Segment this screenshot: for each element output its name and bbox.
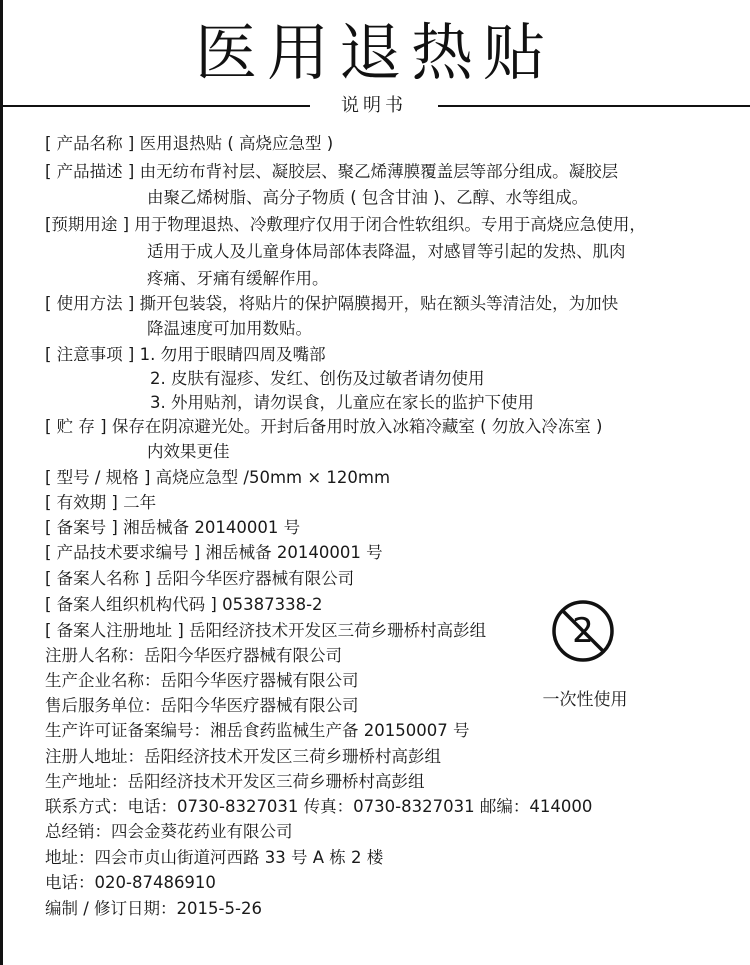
- product-description-line: [ 产品描述 ] 由无纺布背衬层、凝胶层、聚乙烯薄膜覆盖层等部分组成。凝胶层: [45, 162, 619, 181]
- phone-line: 电话：020-87486910: [45, 873, 216, 892]
- production-license-line: 生产许可证备案编号：湘岳食药监械生产备 20150007 号: [45, 721, 470, 740]
- filer-name-line: [ 备案人名称 ] 岳阳今华医疗器械有限公司: [45, 569, 355, 588]
- intended-use-line: [预期用途 ] 用于物理退热、冷敷理疗仅用于闭合性软组织。专用于高烧应急使用，: [45, 215, 646, 234]
- registrant-name-line: 注册人名称：岳阳今华医疗器械有限公司: [45, 646, 342, 665]
- left-border: [0, 0, 3, 965]
- precautions-line: 3. 外用贴剂，请勿误食，儿童应在家长的监护下使用: [150, 393, 534, 412]
- registrant-address-line: 注册人地址：岳阳经济技术开发区三荷乡珊桥村高彭组: [45, 747, 441, 766]
- product-name-line: [ 产品名称 ] 医用退热贴 ( 高烧应急型 ): [45, 134, 334, 153]
- precautions-line: [ 注意事项 ] 1. 勿用于眼睛四周及嘴部: [45, 345, 326, 364]
- filing-number-line: [ 备案号 ] 湘岳械备 20140001 号: [45, 518, 301, 537]
- product-title: 医用退热贴: [194, 16, 555, 89]
- usage-line: [ 使用方法 ] 撕开包装袋，将贴片的保护隔膜揭开，贴在额头等清洁处，为加快: [45, 294, 619, 313]
- precautions-line: 2. 皮肤有湿疹、发红、创伤及过敏者请勿使用: [150, 369, 485, 388]
- production-address-line: 生产地址：岳阳经济技术开发区三荷乡珊桥村高彭组: [45, 772, 425, 791]
- badge-symbol: 2: [572, 611, 594, 651]
- intended-use-line: 疼痛、牙痛有缓解作用。: [147, 269, 329, 288]
- validity-line: [ 有效期 ] 二年: [45, 493, 157, 512]
- manufacturer-line: 生产企业名称：岳阳今华医疗器械有限公司: [45, 671, 359, 690]
- after-sales-line: 售后服务单位：岳阳今华医疗器械有限公司: [45, 696, 359, 715]
- distributor-line: 总经销：四会金葵花药业有限公司: [45, 822, 293, 841]
- filer-address-line: [ 备案人注册地址 ] 岳阳经济技术开发区三荷乡珊桥村高彭组: [45, 621, 487, 640]
- intended-use-line: 适用于成人及儿童身体局部体表降温，对感冒等引起的发热、肌肉: [147, 242, 626, 261]
- address-line: 地址：四会市贞山街道河西路 33 号 A 栋 2 楼: [45, 848, 384, 867]
- usage-line: 降温速度可加用数贴。: [147, 319, 312, 338]
- storage-line: 内效果更佳: [147, 442, 230, 461]
- model-spec-line: [ 型号 / 规格 ] 高烧应急型 /50mm × 120mm: [45, 468, 391, 487]
- storage-line: [ 贮 存 ] 保存在阴凉避光处。开封后备用时放入冰箱冷藏室 ( 勿放入冷冻室 ): [45, 417, 603, 436]
- contact-line: 联系方式：电话：0730-8327031 传真：0730-8327031 邮编：414000: [45, 797, 593, 816]
- do-not-reuse-icon: [550, 598, 616, 664]
- single-use-label: 一次性使用: [542, 690, 628, 710]
- section-heading: 说明书: [341, 95, 407, 116]
- filer-org-code-line: [ 备案人组织机构代码 ] 05387338-2: [45, 595, 323, 614]
- revision-date-line: 编制 / 修订日期：2015-5-26: [45, 899, 262, 918]
- technical-requirement-line: [ 产品技术要求编号 ] 湘岳械备 20140001 号: [45, 543, 383, 562]
- divider-left: [0, 105, 310, 107]
- divider-right: [438, 105, 750, 107]
- product-description-line: 由聚乙烯树脂、高分子物质 ( 包含甘油 )、乙醇、水等组成。: [147, 188, 589, 207]
